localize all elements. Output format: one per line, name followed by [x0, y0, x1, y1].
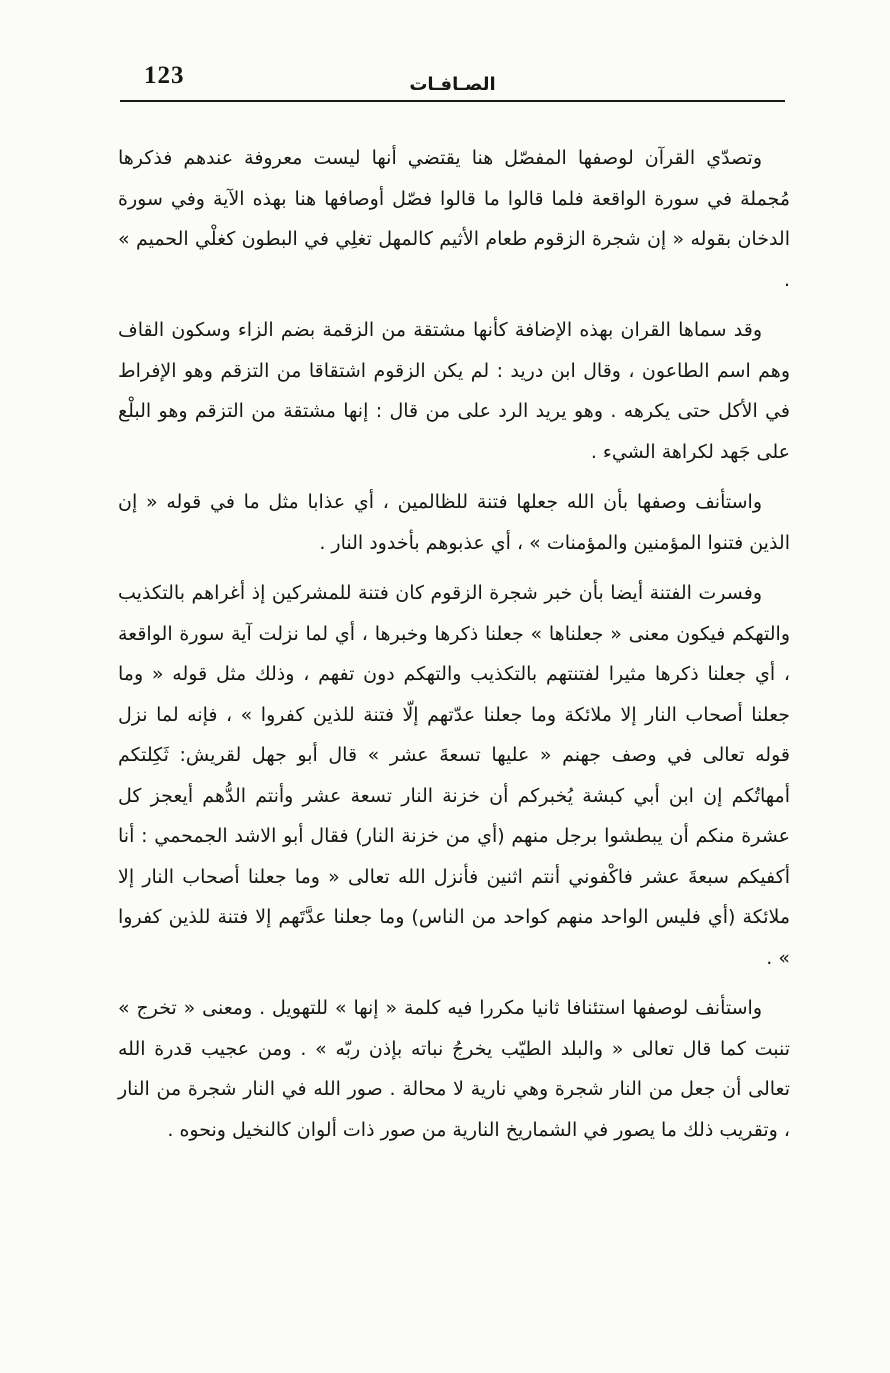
running-title: الصـافـات [409, 74, 496, 95]
page-body [118, 138, 790, 1150]
page-header [120, 58, 785, 102]
paragraph-2: وقد سماها القران بهذه الإضافة كأنها مشتقة من الزقمة بضم الزاء وسكون القاف وهم اسم الطاعون ، وقال ابن دريد : لم يكن الزقوم اشتقاقا من التزقم وهو الإفراط في الأكل حتى يكرهه . وهو يريد الرد على من قال : إنها مشتقة من التزقم وهو البلْع على جَهد لكراهة الشيء . [118, 319, 790, 463]
paragraph-3: واستأنف وصفها بأن الله جعلها فتنة للظالمين ، أي عذابا مثل ما في قوله « إن الذين فتنوا المؤمنين والمؤمنات » ، أي عذبوهم بأخدود النار . [118, 491, 790, 554]
header-rule [120, 100, 785, 102]
paragraph-4: وفسرت الفتنة أيضا بأن خبر شجرة الزقوم كان فتنة للمشركين إذ أغراهم بالتكذيب والتهكم فيكون معنى « جعلناها » جعلنا ذكرها وخبرها ، أي لما نزلت آية سورة الواقعة ، أي جعلنا ذكرها مثيرا لفتنتهم بالتكذيب والتهكم دون تفهم ، وذلك مثل قوله « وما جعلنا أصحاب النار إلا ملائكة وما جعلنا عدّتهم إلّا فتنة للذين كفروا » ، فإنه لما نزل قوله تعالى في وصف جهنم « عليها تسعةَ عشر » قال أبو جهل لقريش: ثَكِلتكم أمهاتُكم إن ابن أبي كبشة يُخبركم أن خزنة النار تسعة عشر وأنتم الدُّهم أيعجز كل عشرة منكم أن يبطشوا برجل منهم (أي من خزنة النار) فقال أبو الاشد الجمحمي : أنا أكفيكم سبعةَ عشر فاكْفوني أنتم اثنين فأنزل الله تعالى « وما جعلنا أصحاب النار إلا ملائكة (أي فليس الواحد منهم كواحد من الناس) وما جعلنا عدَّتَهم إلا فتنة للذين كفروا » . [118, 582, 790, 969]
paragraph-1: وتصدّي القرآن لوصفها المفصّل هنا يقتضي أنها ليست معروفة عندهم فذكرها مُجملة في سورة الواقعة فلما قالوا ما قالوا فصّل أوصافها هنا بهذه الآية وفي سورة الدخان بقوله « إن شجرة الزقوم طعام الأثيم كالمهل تغلِي في البطون كغلْي الحميم » . [118, 147, 790, 291]
page-number: 123 [144, 62, 185, 89]
paragraph-5: واستأنف لوصفها استئنافا ثانيا مكررا فيه كلمة « إنها » للتهويل . ومعنى « تخرج » تنبت كما قال تعالى « والبلد الطيّب يخرجُ نباته بإذن ربّه » . ومن عجيب قدرة الله تعالى أن جعل من النار شجرة وهي نارية لا محالة . صور الله في النار شجرة من النار ، وتقريب ذلك ما يصور في الشماريخ النارية من صور ذات ألوان كالنخيل ونحوه . [118, 997, 790, 1141]
